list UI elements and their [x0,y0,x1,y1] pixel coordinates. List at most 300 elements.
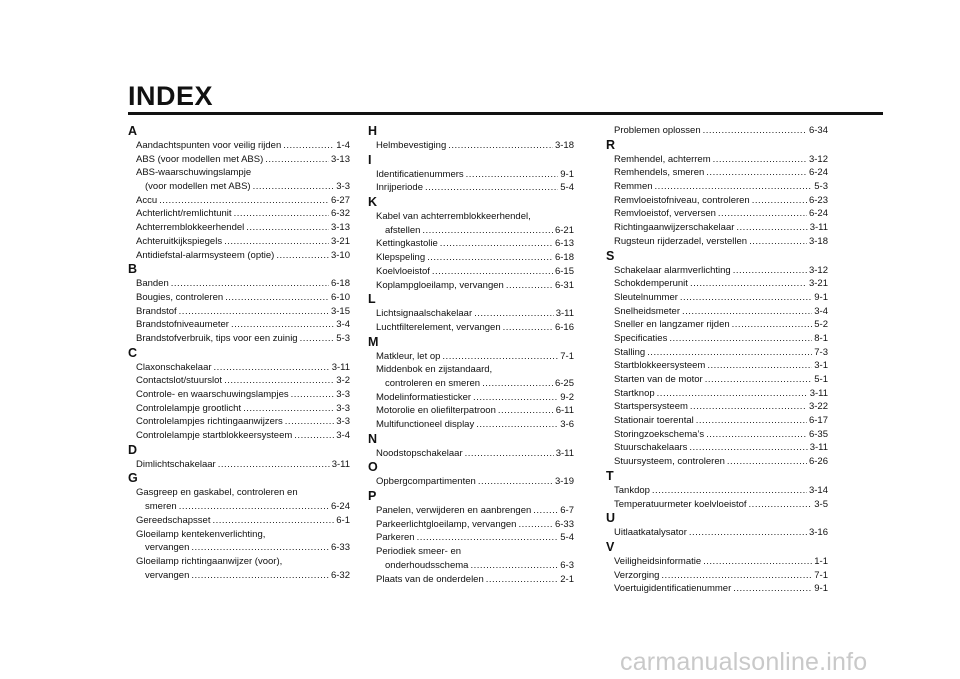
index-entry-text: Noodstopschakelaar [376,447,463,459]
index-entry [606,318,828,332]
index-entry-text: Antidiefstal-alarmsysteem (optie) [136,249,275,261]
index-entry [606,569,828,583]
index-entry-text: Schokdemperunit [614,278,688,290]
dot-leader [682,305,812,319]
index-entry-text: Sneller en langzamer rijden [614,319,730,331]
index-entry-text: Gloeilamp richtingaanwijzer (voor), [136,555,283,567]
index-entry [368,139,574,153]
dot-leader [224,235,329,249]
index-entry-page: 3-11 [555,308,574,320]
index-entry-page: 6-33 [554,518,574,530]
index-entry-page: 3-21 [330,235,350,247]
dot-leader [690,277,807,291]
index-letter-heading: A [128,124,138,138]
index-entry [606,359,828,373]
index-entry [606,414,828,428]
index-entry [128,500,350,514]
dot-leader [518,518,553,532]
index-entry-page: 3-11 [331,361,350,373]
index-letter-heading: O [368,460,378,475]
index-entry-text: Multifunctioneel display [376,419,475,430]
index-entry-page: 6-35 [808,428,828,440]
index-entry-text: (voor modellen met ABS) [145,181,251,193]
dot-leader [432,265,553,279]
index-entry [128,402,350,416]
index-entry-page: 6-1 [336,514,350,526]
dot-leader [265,153,329,167]
dot-leader [657,387,808,401]
index-entry-page: 6-26 [808,456,828,468]
dot-leader [422,224,553,238]
dot-leader [478,475,553,489]
index-entry-page: 3-15 [330,305,350,317]
index-entry [368,363,574,377]
index-entry-page: 3-5 [814,498,828,510]
index-entry-text: Remmen [614,181,653,193]
index-entry [606,264,828,278]
index-entry [368,518,574,532]
title-rule [128,112,883,115]
index-entry [368,307,574,321]
index-entry-page: 5-3 [336,332,350,344]
index-entry-page: 3-6 [560,419,574,430]
index-entry [128,180,350,194]
index-entry [128,221,350,235]
index-entry-page: 6-18 [330,278,350,290]
index-entry [606,455,828,469]
dot-leader [440,237,553,251]
index-entry-text: Parkeerlichtgloeilamp, vervangen [376,518,517,530]
index-entry-page: 8-1 [814,332,828,344]
index-letter-heading: P [368,489,377,504]
index-entry-page: 5-4 [560,182,574,194]
dot-leader [680,291,812,305]
index-entry-text: Storingzoekschema’s [614,428,705,440]
index-entry-page: 9-1 [814,291,828,303]
index-entry [368,168,574,182]
index-entry [606,305,828,319]
index-entry-text: Bougies, controleren [136,291,224,303]
index-entry-page: 3-18 [554,140,574,151]
index-entry-text: Snelheidsmeter [614,305,681,317]
index-entry-page: 3-11 [809,442,828,454]
dot-leader [474,307,554,321]
dot-leader [703,555,812,569]
index-entry-text: Parkeren [376,532,415,544]
index-entry-text: Remvloeistofniveau, controleren [614,194,750,206]
dot-leader [718,207,807,221]
index-letter-heading: C [128,345,138,360]
index-entry-page: 3-14 [808,484,828,496]
index-entry-page: 2-1 [560,573,574,585]
index-entry [128,555,350,569]
dot-leader [705,373,813,387]
index-entry [368,350,574,364]
index-entry-text: Voertuigidentificatienummer [614,583,732,595]
index-entry-page: 5-1 [814,374,828,385]
dot-leader [706,166,807,180]
index-entry [368,321,574,335]
dot-leader [689,526,807,540]
index-entry-text: Startknop [614,387,655,399]
index-entry-page: 6-13 [554,238,574,250]
index-entry [606,441,828,455]
index-entry [606,555,828,569]
index-entry-text: Gereedschapsset [136,514,211,526]
dot-leader [690,400,807,414]
index-entry-page: 3-11 [809,222,828,234]
index-entry [128,361,350,375]
index-entry [368,210,574,224]
dot-leader [647,346,812,360]
index-entry-page: 6-24 [808,167,828,179]
dot-leader [214,361,330,375]
index-letter-heading: I [368,152,372,167]
index-entry [606,526,828,540]
dot-leader [498,404,554,418]
index-entry-page: 3-11 [809,387,828,399]
index-entry-text: Inrijperiode [376,182,423,194]
dot-leader [482,377,553,391]
index-entry [128,305,350,319]
index-entry [606,180,828,194]
index-entry-page: 3-19 [554,476,574,488]
dot-leader [246,221,329,235]
index-entry-text: Kettingkastolie [376,238,438,250]
dot-leader [713,153,807,167]
index-entry-text: Brandstofverbruik, tips voor een zuinig [136,332,298,344]
dot-leader [736,221,807,235]
index-entry-text: Rugsteun rijderzadel, verstellen [614,235,748,247]
dot-leader [191,541,329,555]
dot-leader [212,514,334,528]
index-entry-text: Motorolie en oliefilterpatroon [376,405,496,417]
index-entry-page: 6-31 [554,279,574,291]
index-entry-text: Middenbok en zijstandaard, [376,364,493,376]
index-entry-page: 6-23 [808,194,828,206]
index-entry-page: 3-22 [808,401,828,413]
index-entry [606,428,828,442]
index-entry-page: 3-2 [336,375,350,387]
index-entry-text: Sleutelnummer [614,291,678,303]
index-entry-text: smeren [145,501,177,513]
index-entry-text: Lichtsignaalschakelaar [376,308,473,320]
index-entry-page: 3-11 [331,458,350,470]
index-entry-page: 6-27 [330,194,350,206]
index-entry-text: Opbergcompartimenten [376,476,476,488]
dot-leader [300,332,335,346]
index-entry [606,221,828,235]
index-entry-page: 7-3 [814,346,828,358]
dot-leader [234,207,329,221]
index-entry-text: Helmbevestiging [376,140,447,151]
index-entry-page: 5-2 [814,319,828,331]
dot-leader [283,139,334,153]
index-entry-page: 7-1 [560,350,574,362]
index-entry-page: 9-2 [560,391,574,403]
index-entry [606,291,828,305]
index-entry [128,277,350,291]
index-letter-heading: M [368,334,379,349]
dot-leader [689,441,807,455]
index-entry-text: Achteruitkijkspiegels [136,235,223,247]
index-entry-text: Specificaties [614,332,668,344]
index-entry-page: 3-1 [814,360,828,372]
index-entry-text: vervangen [145,542,190,554]
index-entry-page: 6-32 [330,208,350,220]
index-entry-text: vervangen [145,569,190,581]
index-entry-page: 3-18 [808,235,828,247]
index-entry [128,332,350,346]
index-column-1 [128,124,350,582]
index-entry [128,194,350,208]
index-entry-text: Stuurschakelaars [614,442,688,454]
dot-leader [218,458,330,472]
index-entry-text: Tankdop [614,484,650,496]
dot-leader [159,194,329,208]
dot-leader [652,484,807,498]
index-entry [368,475,574,489]
dot-leader [179,500,329,514]
index-entry-page: 3-3 [336,416,350,428]
index-entry [606,153,828,167]
index-entry-text: Panelen, verwijderen en aanbrengen [376,505,532,517]
dot-leader [179,305,329,319]
index-entry [368,531,574,545]
page-title: INDEX [128,81,214,111]
index-letter-heading: V [606,539,615,554]
dot-leader [707,359,812,373]
index-entry [128,569,350,583]
index-entry-text: Controlelampje grootlicht [136,402,242,414]
dot-leader [752,194,807,208]
dot-leader [727,455,807,469]
dot-leader [732,318,813,332]
dot-leader [706,428,807,442]
index-letter-heading: B [128,262,138,277]
index-entry-text: Remhendel, achterrem [614,153,711,165]
dot-leader [417,531,559,545]
dot-leader [669,332,812,346]
index-entry-text: Problemen oplossen [614,125,701,136]
dot-leader [506,279,553,293]
index-entry [606,124,828,138]
index-entry [128,429,350,443]
index-entry-page: 3-12 [808,264,828,276]
index-entry-page: 6-25 [554,377,574,389]
dot-leader [171,277,329,291]
index-column-2 [368,124,574,586]
index-entry-text: Koelvloeistof [376,265,430,277]
dot-leader [225,291,329,305]
index-entry [368,377,574,391]
index-entry-page: 9-1 [814,583,828,595]
index-entry [128,153,350,167]
index-entry-page: 1-1 [814,555,828,567]
index-entry-page: 6-32 [330,569,350,581]
index-entry [128,528,350,542]
index-entry [606,166,828,180]
index-letter-heading: T [606,468,614,483]
dot-leader [291,388,335,402]
index-entry [128,541,350,555]
index-entry [128,486,350,500]
index-entry-text: Starten van de motor [614,374,703,385]
index-entry-text: Verzorging [614,569,660,581]
index-column-3 [606,124,828,596]
index-entry-page: 6-34 [808,125,828,136]
index-entry [128,374,350,388]
index-entry-text: controleren en smeren [385,377,481,389]
index-entry [128,235,350,249]
index-entry [368,391,574,405]
index-entry-text: Dimlichtschakelaar [136,458,216,470]
dot-leader [696,414,807,428]
index-entry-text: Uitlaatkatalysator [614,527,687,539]
index-entry-page: 6-11 [555,405,574,417]
index-entry-page: 6-18 [554,252,574,264]
index-entry [606,235,828,249]
dot-leader [425,181,558,195]
index-entry [128,388,350,402]
index-entry-text: Contactslot/stuurslot [136,375,223,387]
dot-leader [733,264,807,278]
index-entry-page: 6-10 [330,291,350,303]
index-letter-heading: S [606,248,615,263]
index-entry [128,415,350,429]
dot-leader [442,350,558,364]
index-entry-page: 3-3 [336,402,350,414]
index-letter-heading: K [368,195,378,210]
index-entry [606,194,828,208]
index-entry [128,139,350,153]
index-entry [368,504,574,518]
index-entry [606,277,828,291]
index-entry-text: Veiligheidsinformatie [614,555,702,567]
dot-leader [294,429,334,443]
index-entry-text: Controle- en waarschuwingslampjes [136,389,289,400]
index-entry-text: Claxonschakelaar [136,361,212,373]
index-entry-text: Startblokkeersysteem [614,360,706,372]
index-entry-text: afstellen [385,224,421,236]
index-letter-heading: L [368,292,376,307]
index-entry-page: 6-24 [808,208,828,220]
index-entry-page: 3-21 [808,278,828,290]
index-entry-text: Brandstof [136,305,177,317]
dot-leader [661,569,812,583]
dot-leader [231,318,334,332]
index-entry [368,181,574,195]
dot-leader [276,249,329,263]
index-entry-page: 5-4 [560,532,574,544]
index-entry-page: 6-15 [554,265,574,277]
index-entry-text: Matkleur, let op [376,350,441,362]
dot-leader [427,251,553,265]
index-entry [606,207,828,221]
index-entry-text: ABS-waarschuwingslampje [136,167,252,179]
index-entry-page: 3-4 [336,430,350,442]
index-entry [128,249,350,263]
index-entry [128,291,350,305]
index-entry [368,237,574,251]
index-entry [368,251,574,265]
index-letter-heading: N [368,431,378,446]
dot-leader [465,447,554,461]
index-entry [128,207,350,221]
index-entry-page: 9-1 [560,168,574,180]
dot-leader [749,498,813,512]
dot-leader [655,180,813,194]
index-entry [128,166,350,180]
index-entry [128,458,350,472]
dot-leader [448,139,553,153]
index-entry-page: 6-17 [808,415,828,427]
index-letter-heading: H [368,124,378,138]
index-entry-text: Achterlicht/remlichtunit [136,208,232,220]
index-entry-text: Stalling [614,346,646,358]
dot-leader [191,569,329,583]
index-entry [368,418,574,432]
index-entry [368,573,574,587]
dot-leader [243,402,334,416]
index-entry-page: 3-4 [336,319,350,331]
index-entry-text: Modelinformatiesticker [376,391,472,403]
index-entry-text: Temperatuurmeter koelvloeistof [614,498,747,510]
index-entry-text: Startspersysteem [614,401,688,413]
index-entry-page: 1-4 [336,140,350,151]
index-entry-page: 3-3 [336,181,350,193]
index-entry [606,400,828,414]
index-entry-page: 3-12 [808,153,828,165]
index-entry-text: onderhoudsschema [385,559,469,571]
index-entry [128,514,350,528]
index-letter-heading: D [128,442,138,457]
index-entry-page: 3-11 [555,447,574,459]
index-entry-text: Identificatienummers [376,168,464,180]
index-entry-page: 6-16 [554,321,574,333]
index-entry-text: Plaats van de onderdelen [376,573,484,585]
dot-leader [224,374,334,388]
index-entry-text: Controlelampjes richtingaanwijzers [136,416,283,428]
index-entry-text: Gloeilamp kentekenverlichting, [136,528,266,540]
index-entry [606,387,828,401]
index-entry [368,447,574,461]
index-entry [128,318,350,332]
index-entry [368,404,574,418]
index-letter-heading: R [606,137,616,152]
index-entry [368,559,574,573]
index-entry-text: Remvloeistof, verversen [614,208,716,220]
index-entry [606,484,828,498]
index-entry [606,332,828,346]
index-entry [368,545,574,559]
dot-leader [470,559,558,573]
index-entry-page: 3-4 [814,305,828,317]
dot-leader [486,573,559,587]
dot-leader [253,180,335,194]
dot-leader [503,321,553,335]
index-entry-text: Accu [136,194,158,206]
index-entry-page: 3-10 [330,249,350,261]
index-entry-page: 6-33 [330,542,350,554]
footer-watermark: carmanualsonline.info [620,648,868,676]
index-entry [606,498,828,512]
dot-leader [473,391,558,405]
index-letter-heading: G [128,471,138,486]
index-letter-heading: U [606,511,616,526]
index-entry-text: Brandstofniveaumeter [136,319,229,331]
index-entry-text: Schakelaar alarmverlichting [614,264,731,276]
